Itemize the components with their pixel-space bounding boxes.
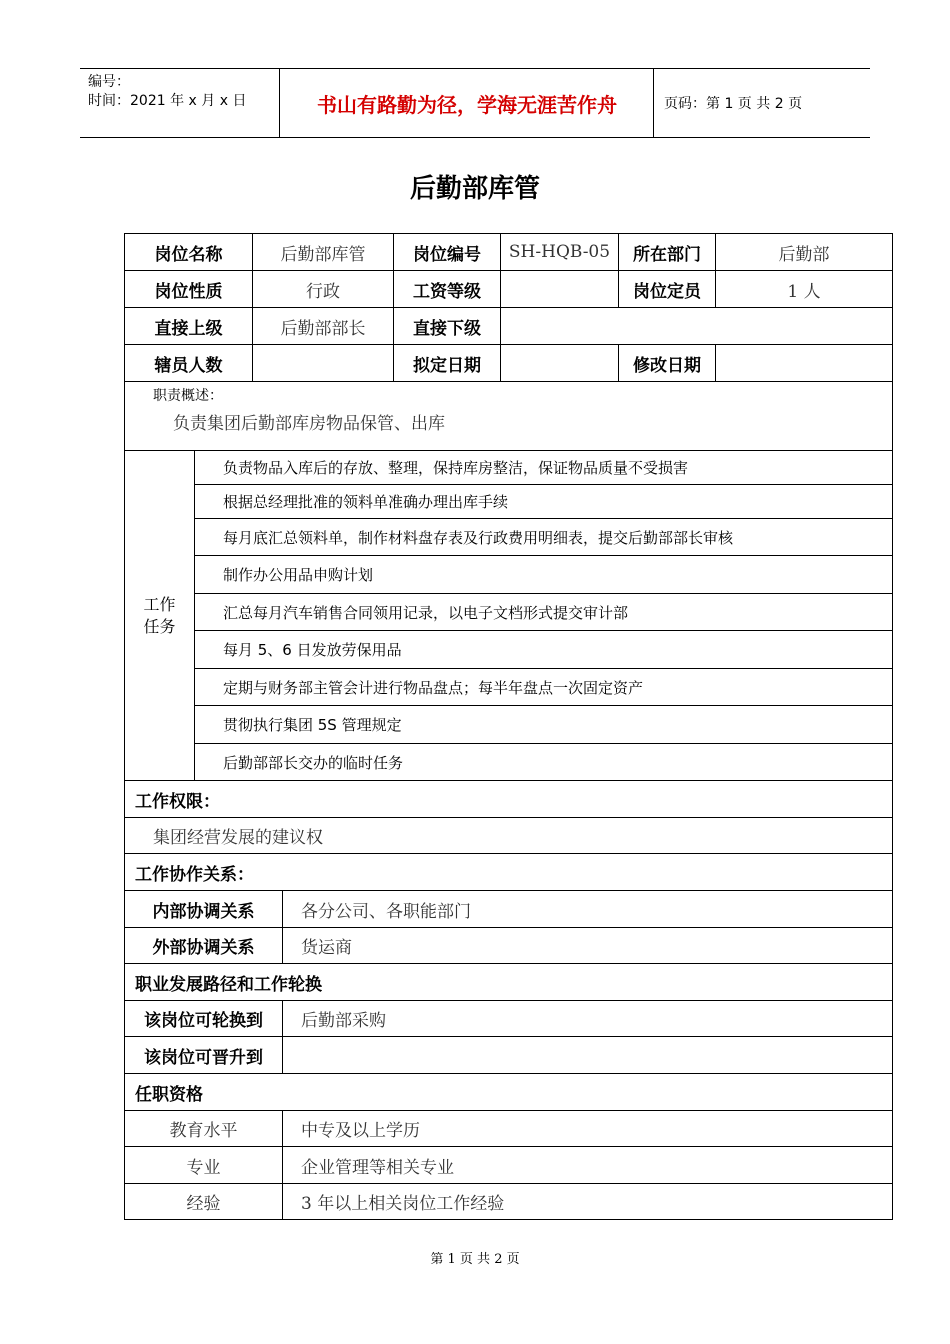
major-label: 专业 [125,1147,283,1184]
salary-value [501,271,619,308]
department-label: 所在部门 [619,234,716,271]
modify-date-value [716,345,893,382]
staff-count-value [253,345,394,382]
promote-row [125,1037,893,1074]
nature-label: 岗位性质 [125,271,253,308]
internal-label: 内部协调关系 [125,891,283,928]
task-row [125,594,893,631]
external-row [125,928,893,964]
department-value: 后勤部 [716,234,893,271]
info-row-1 [125,234,893,271]
task-row [125,556,893,594]
draft-date-value [501,345,619,382]
summary-text: 负责集团后勤部库房物品保管、出库 [173,414,445,434]
task-row [125,485,893,519]
task-item: 汇总每月汽车销售合同领用记录，以电子文档形式提交审计部 [195,594,893,631]
nature-value: 行政 [253,271,394,308]
document-number-label: 编号： [88,74,130,90]
rotate-label: 该岗位可轮换到 [125,1001,283,1037]
headcount-value: 1 人 [716,271,893,308]
header-page-info: 页码：第 1 页 共 2 页 [664,96,803,112]
task-item: 根据总经理批准的领料单准确办理出库手续 [195,485,893,519]
cooperation-label: 工作协作关系： [125,854,893,891]
task-item: 后勤部部长交办的临时任务 [195,744,893,781]
page-header [80,68,870,138]
task-item: 制作办公用品申购计划 [195,556,893,594]
qualification-header-row [125,1074,893,1111]
position-name-value: 后勤部库管 [253,234,394,271]
summary-cell [125,382,893,451]
superior-label: 直接上级 [125,308,253,345]
qualification-label: 任职资格 [125,1074,893,1111]
experience-label: 经验 [125,1184,283,1220]
education-label: 教育水平 [125,1111,283,1147]
experience-value: 3 年以上相关岗位工作经验 [283,1184,893,1220]
career-header-row [125,964,893,1001]
modify-date-label: 修改日期 [619,345,716,382]
position-code-label: 岗位编号 [394,234,501,271]
internal-value: 各分公司、各职能部门 [283,891,893,928]
summary-row [125,382,893,451]
task-label-line1: 工作 [143,594,176,614]
task-item: 负责物品入库后的存放、整理，保持库房整洁，保证物品质量不受损害 [195,451,893,485]
promote-value [283,1037,893,1074]
task-item: 定期与财务部主管会计进行物品盘点；每半年盘点一次固定资产 [195,669,893,706]
job-description-table [124,233,893,1220]
rotate-row [125,1001,893,1037]
career-label: 职业发展路径和工作轮换 [125,964,893,1001]
task-row [125,669,893,706]
task-item: 贯彻执行集团 5S 管理规定 [195,706,893,744]
task-row [125,631,893,669]
page-footer: 第 1 页 共 2 页 [430,1252,520,1267]
salary-label: 工资等级 [394,271,501,308]
major-row [125,1147,893,1184]
task-row [125,744,893,781]
task-label-line2: 任务 [143,616,176,636]
position-code-value: SH-HQB-05 [501,234,619,271]
document-time: 时间：2021 年 x 月 x 日 [88,93,247,109]
authority-text: 集团经营发展的建议权 [125,818,893,854]
staff-count-label: 辖员人数 [125,345,253,382]
subordinate-label: 直接下级 [394,308,501,345]
headcount-label: 岗位定员 [619,271,716,308]
summary-label: 职责概述： [153,388,223,404]
draft-date-label: 拟定日期 [394,345,501,382]
document-title: 后勤部库管 [409,174,540,204]
authority-label: 工作权限： [125,781,893,818]
education-row [125,1111,893,1147]
header-slogan: 书山有路勤为径，学海无涯苦作舟 [281,69,654,137]
major-value: 企业管理等相关专业 [283,1147,893,1184]
cooperation-header-row [125,854,893,891]
task-row [125,706,893,744]
experience-row [125,1184,893,1220]
education-value: 中专及以上学历 [283,1111,893,1147]
authority-header-row [125,781,893,818]
task-row [125,519,893,556]
task-row [125,451,893,485]
info-row-4 [125,345,893,382]
header-meta [80,69,280,137]
external-value: 货运商 [283,928,893,964]
task-label-cell [125,451,195,781]
external-label: 外部协调关系 [125,928,283,964]
info-row-2 [125,271,893,308]
info-row-3 [125,308,893,345]
task-item: 每月 5、6 日发放劳保用品 [195,631,893,669]
position-name-label: 岗位名称 [125,234,253,271]
internal-row [125,891,893,928]
promote-label: 该岗位可晋升到 [125,1037,283,1074]
authority-row [125,818,893,854]
rotate-value: 后勤部采购 [283,1001,893,1037]
subordinate-value [501,308,893,345]
task-item: 每月底汇总领料单，制作材料盘存表及行政费用明细表，提交后勤部部长审核 [195,519,893,556]
superior-value: 后勤部部长 [253,308,394,345]
